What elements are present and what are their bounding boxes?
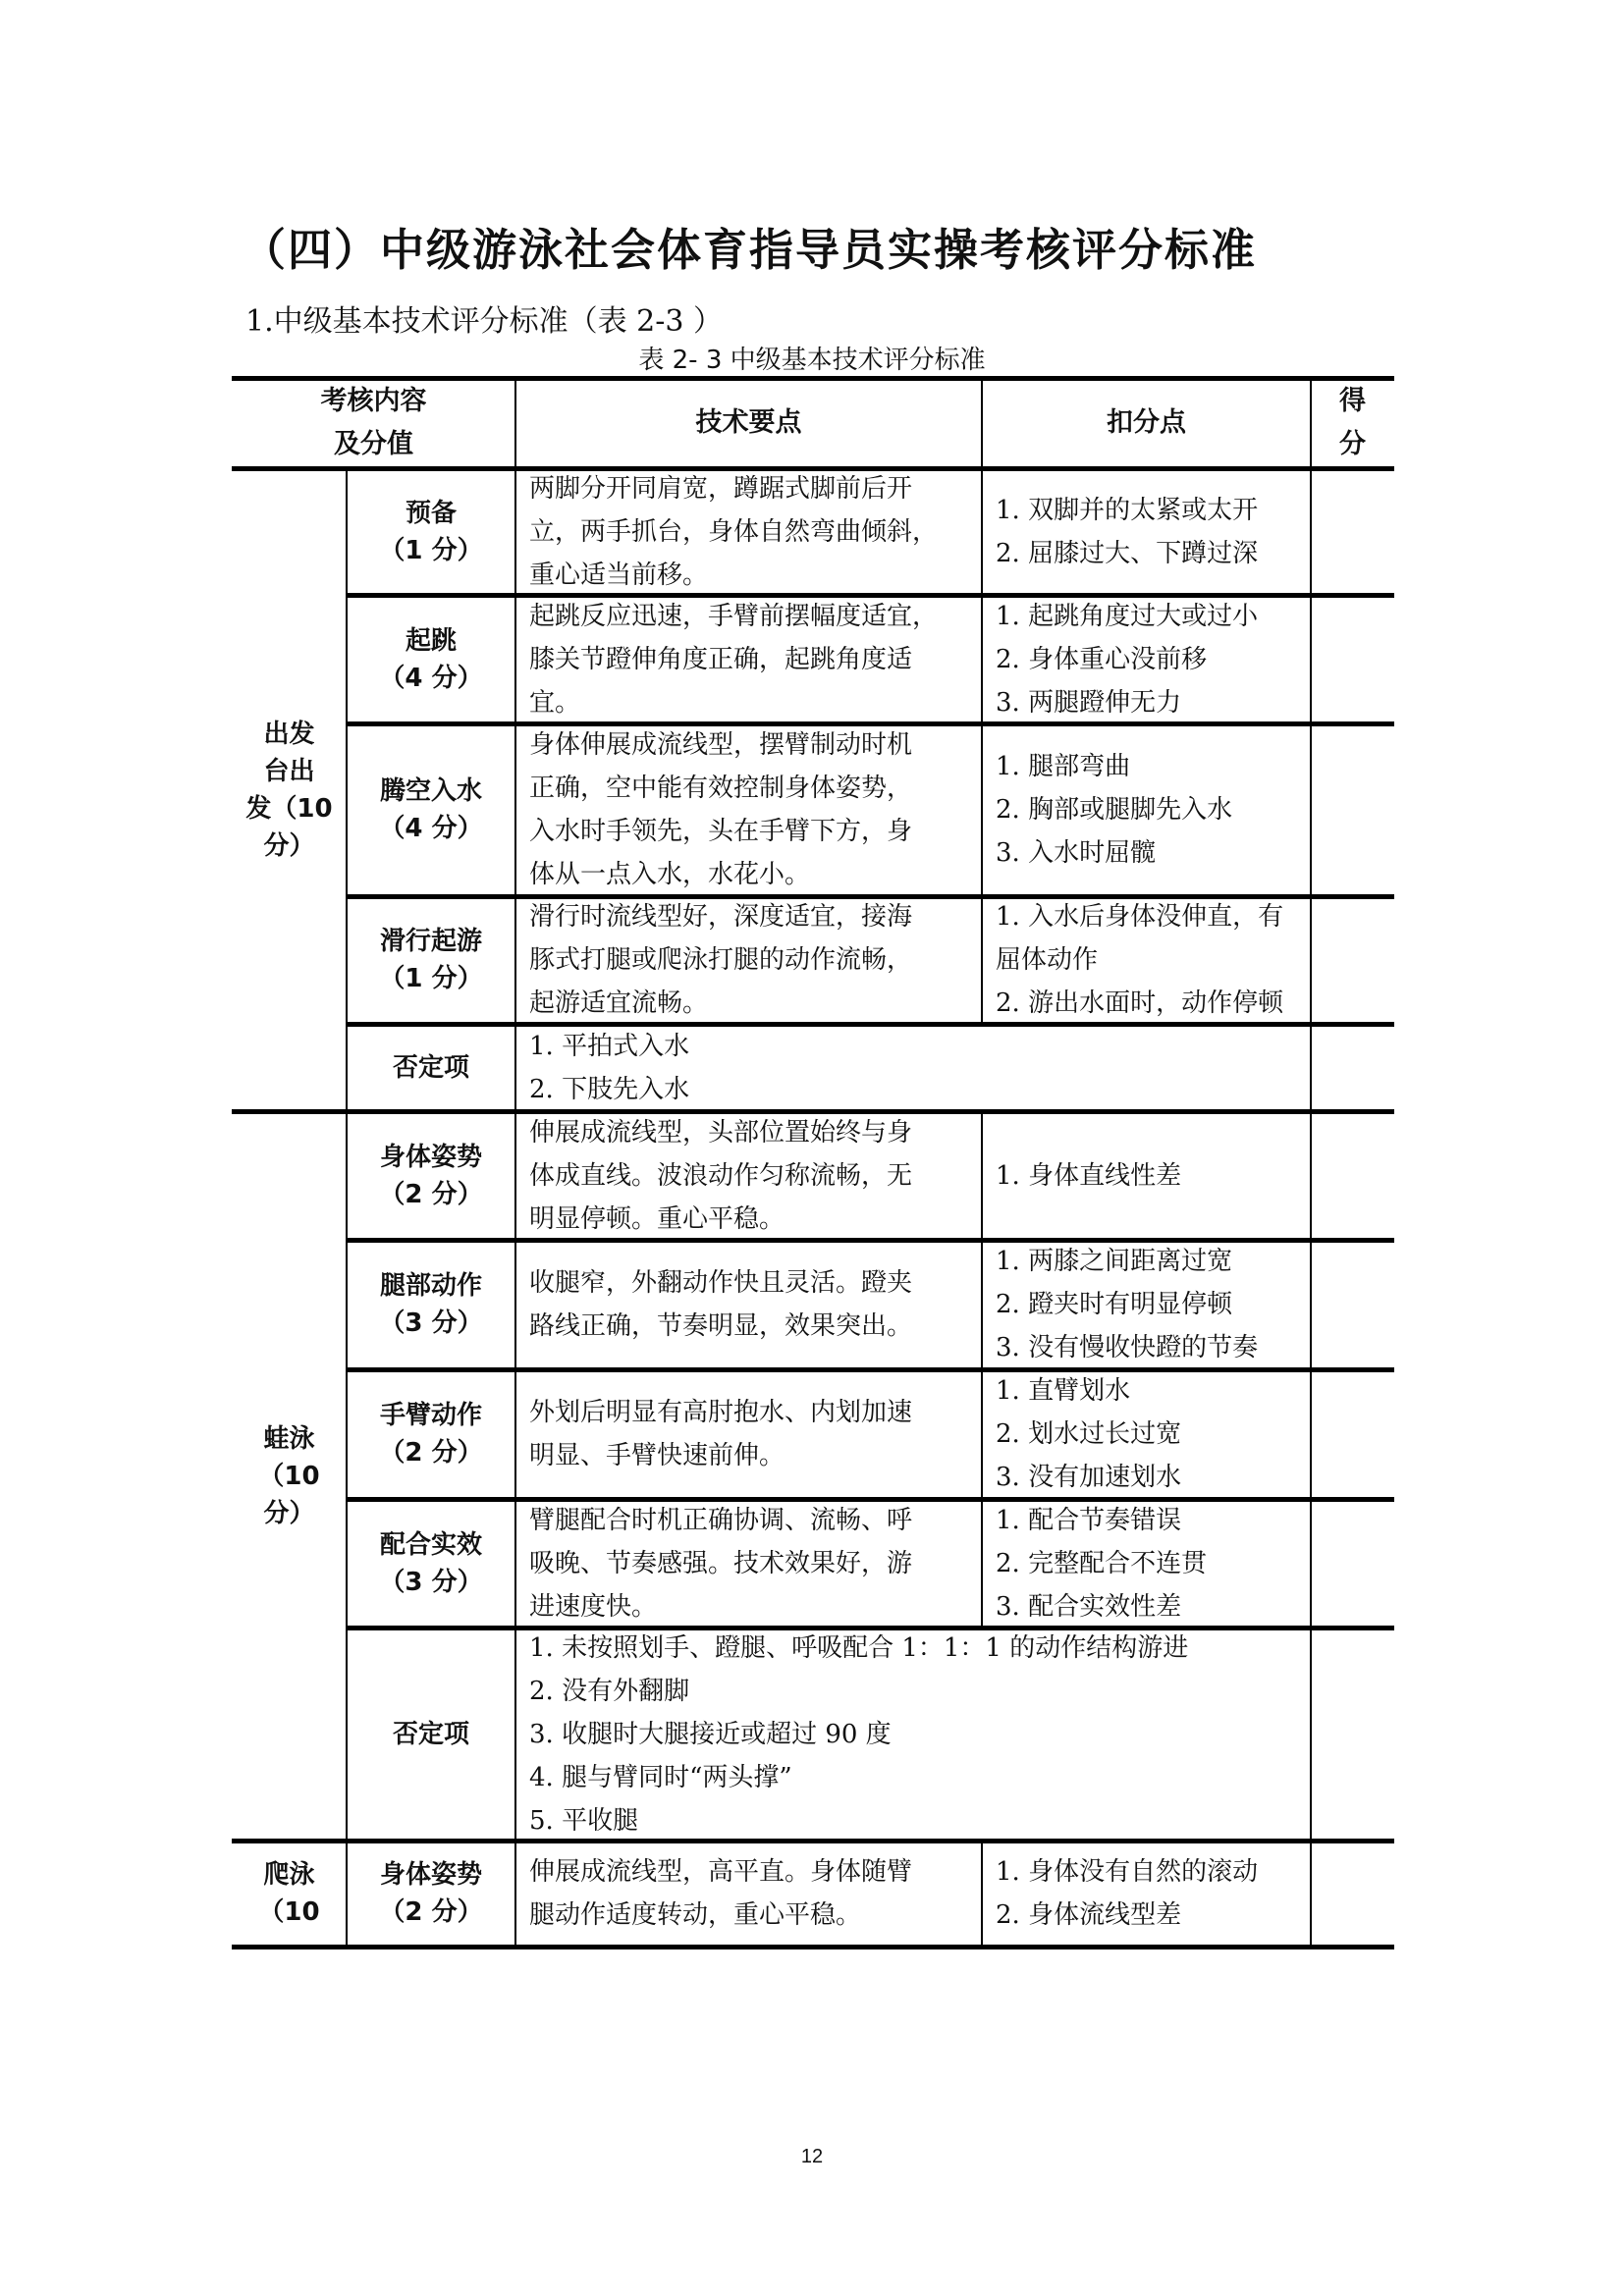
item-label-line: （4 分）: [379, 814, 483, 843]
deduct-text-line: 1. 两膝之间距离过宽: [996, 1247, 1233, 1276]
item-label: [393, 1716, 469, 1753]
tech-text-line: 正确，空中能有效控制身体姿势，: [529, 774, 913, 803]
tech-text: [529, 1261, 912, 1348]
deduct-text-line: 2. 身体流线型差: [996, 1900, 1182, 1930]
tech-text-line: 明显停顿。重心平稳。: [529, 1203, 785, 1234]
header-score-label-line: 分: [1339, 429, 1366, 459]
table-column-rule: [981, 468, 983, 595]
tech-text-line: 伸展成流线型，高平直。身体随臂: [529, 1857, 913, 1887]
group-label-line: 出发: [263, 719, 315, 749]
deduct-cell: [982, 896, 1311, 1024]
item-label-line: 腾空入水: [379, 776, 482, 806]
deduct-text-line: 1. 身体直线性差: [996, 1160, 1182, 1191]
table-column-rule: [981, 723, 983, 896]
tech-text-line: 豚式打腿或爬泳打腿的动作流畅，: [529, 945, 913, 975]
deduct-text-line: 1. 腿部弯曲: [996, 752, 1131, 781]
table-column-rule: [981, 1369, 983, 1499]
header-score: [1311, 378, 1394, 468]
tech-text-line: 滑行时流线型好，深度适宜，接海: [529, 902, 913, 932]
tech-text-line: 两脚分开同肩宽，蹲踞式脚前后开: [529, 473, 913, 504]
deduct-cell: [982, 1499, 1311, 1628]
tech-cell: [515, 595, 982, 723]
score-cell: [1311, 1841, 1394, 1947]
table-column-rule: [981, 1240, 983, 1369]
tech-text: [529, 1111, 912, 1241]
negation-cell: [515, 1628, 1311, 1841]
item-label-line: （2 分）: [379, 1897, 483, 1927]
table-column-rule: [981, 896, 983, 1024]
tech-text: [529, 895, 912, 1025]
item-cell: [347, 896, 515, 1024]
item-label-line: 腿部动作: [379, 1271, 482, 1301]
header-tech: [515, 378, 982, 468]
group-label: [258, 1420, 319, 1532]
deduct-text-line: 1. 入水后身体没伸直，有: [996, 902, 1284, 932]
deduct-cell: [982, 723, 1311, 896]
header-deduct-label: 扣分点: [1107, 407, 1186, 438]
tech-text-line: 入水时手领先，头在手臂下方，身: [529, 817, 913, 846]
deduct-text-line: 1. 起跳角度过大或过小: [996, 601, 1259, 631]
score-cell: [1311, 1240, 1394, 1369]
group-label: [245, 716, 332, 865]
tech-text-line: 起跳反应迅速，手臂前摆幅度适宜，: [529, 601, 939, 631]
table-caption: 表 2- 3 中级基本技术评分标准: [638, 346, 986, 375]
deduct-text-line: 3. 没有慢收快蹬的节奏: [996, 1333, 1259, 1362]
tech-text-line: 立，两手抓台，身体自然弯曲倾斜，: [529, 516, 939, 547]
deduct-text: [996, 489, 1258, 575]
deduct-text-line: 1. 配合节奏错误: [996, 1505, 1182, 1535]
tech-text-line: 膝关节蹬伸角度正确，起跳角度适: [529, 644, 913, 674]
tech-text: [529, 595, 938, 724]
header-content: [232, 378, 515, 468]
deduct-text: [996, 595, 1258, 724]
item-label-line: （1 分）: [379, 964, 483, 993]
deduct-text: [996, 1154, 1181, 1198]
group-label-line: 发（10: [245, 793, 333, 824]
table-column-rule: [981, 378, 983, 468]
item-cell: [347, 1841, 515, 1947]
tech-cell: [515, 723, 982, 896]
table-column-rule: [981, 595, 983, 723]
item-label-line: 手臂动作: [379, 1401, 482, 1430]
table-column-rule: [981, 1111, 983, 1240]
deduct-text-line: 2. 蹬夹时有明显停顿: [996, 1290, 1233, 1319]
score-cell: [1311, 468, 1394, 595]
tech-text: [529, 1850, 912, 1937]
item-cell: [347, 1024, 515, 1111]
item-label-line: 滑行起游: [379, 927, 482, 956]
item-label: [379, 1139, 482, 1213]
group-label-cell: [232, 468, 347, 1111]
negation-text-line: 1. 平拍式入水: [529, 1031, 690, 1061]
item-cell: [347, 468, 515, 595]
deduct-text-line: 3. 没有加速划水: [996, 1463, 1182, 1492]
section-heading: （四）中级游泳社会体育指导员实操考核评分标准: [242, 224, 1258, 276]
item-label-line: 否定项: [392, 1052, 469, 1083]
item-label: [379, 1267, 482, 1342]
deduct-text-line: 2. 划水过长过宽: [996, 1419, 1182, 1449]
score-cell: [1311, 1499, 1394, 1628]
header-content-label-line: 考核内容: [320, 386, 427, 416]
score-cell: [1311, 595, 1394, 723]
negation-cell: [515, 1024, 1311, 1111]
item-label-line: 预备: [405, 498, 457, 528]
negation-text-line: 2. 没有外翻脚: [529, 1676, 690, 1706]
deduct-cell: [982, 1369, 1311, 1499]
tech-text-line: 进速度快。: [529, 1591, 658, 1622]
deduct-text-line: 1. 身体没有自然的滚动: [996, 1857, 1259, 1887]
tech-text-line: 重心适当前移。: [529, 560, 709, 590]
deduct-text: [996, 1850, 1258, 1937]
item-label: [379, 773, 482, 847]
tech-text-line: 臂腿配合时机正确协调、流畅、呼: [529, 1505, 913, 1535]
item-label-line: 身体姿势: [379, 1142, 482, 1172]
item-label: [379, 1526, 482, 1601]
item-label-line: （4 分）: [379, 663, 483, 693]
item-cell: [347, 723, 515, 896]
tech-cell: [515, 1369, 982, 1499]
tech-text-line: 起游适宜流畅。: [529, 988, 709, 1018]
header-content-label: [321, 380, 427, 466]
tech-text-line: 外划后明显有高肘抱水、内划加速: [529, 1398, 913, 1427]
score-cell: [1311, 1369, 1394, 1499]
tech-cell: [515, 1111, 982, 1240]
item-label: [379, 1397, 482, 1471]
score-cell: [1311, 1024, 1394, 1111]
subsection-heading: 1.中级基本技术评分标准（表 2-3 ）: [245, 304, 724, 339]
group-label-line: 爬泳: [263, 1860, 315, 1890]
header-deduct: [982, 378, 1311, 468]
group-label-cell: [232, 1111, 347, 1841]
negation-text-line: 5. 平收腿: [529, 1805, 639, 1836]
table-column-rule: [981, 1499, 983, 1628]
item-label: [379, 923, 482, 997]
table-column-rule: [1310, 378, 1312, 468]
deduct-text-line: 3. 入水时屈髋: [996, 838, 1157, 868]
deduct-text-line: 2. 游出水面时，动作停顿: [996, 988, 1284, 1018]
item-label: [379, 495, 482, 569]
tech-cell: [515, 896, 982, 1024]
tech-text-line: 身体伸展成流线型，摆臂制动时机: [529, 730, 913, 760]
tech-cell: [515, 468, 982, 595]
group-label-line: 分）: [263, 1498, 315, 1528]
item-label-line: （2 分）: [379, 1438, 483, 1468]
item-label-line: 身体姿势: [379, 1860, 482, 1890]
tech-text: [529, 1391, 912, 1477]
group-label-line: （10: [258, 1461, 320, 1491]
deduct-text: [996, 1499, 1207, 1629]
negation-text-line: 1. 未按照划手、蹬腿、呼吸配合 1：1：1 的动作结构游进: [529, 1632, 1189, 1663]
negation-text-line: 2. 下肢先入水: [529, 1074, 690, 1104]
tech-cell: [515, 1841, 982, 1947]
deduct-text-line: 3. 两腿蹬伸无力: [996, 687, 1182, 718]
deduct-text-line: 2. 身体重心没前移: [996, 644, 1208, 674]
item-label-line: （3 分）: [379, 1567, 483, 1597]
item-label-line: 起跳: [405, 625, 457, 656]
item-cell: [347, 1628, 515, 1841]
deduct-cell: [982, 1111, 1311, 1240]
deduct-text-line: 1. 双脚并的太紧或太开: [996, 495, 1259, 525]
table-column-rule: [514, 378, 516, 468]
item-cell: [347, 1111, 515, 1240]
item-label: [379, 622, 482, 697]
deduct-text-line: 屈体动作: [996, 945, 1099, 975]
score-cell: [1311, 1628, 1394, 1841]
score-cell: [1311, 1111, 1394, 1240]
deduct-text-line: 2. 胸部或腿脚先入水: [996, 795, 1233, 825]
negation-text: [529, 1025, 689, 1111]
tech-cell: [515, 1499, 982, 1628]
deduct-cell: [982, 595, 1311, 723]
header-content-label-line: 及分值: [334, 429, 413, 459]
table-column-rule: [981, 1841, 983, 1947]
item-label: [393, 1049, 469, 1087]
tech-text: [529, 723, 912, 896]
tech-text-line: 体从一点入水，水花小。: [529, 860, 811, 889]
deduct-text-line: 3. 配合实效性差: [996, 1591, 1182, 1622]
item-label-line: （1 分）: [379, 535, 483, 565]
table-rule: [232, 1945, 1394, 1949]
group-label-line: （10: [258, 1897, 320, 1927]
tech-text-line: 体成直线。波浪动作匀称流畅，无: [529, 1160, 913, 1191]
item-label-line: （3 分）: [379, 1308, 483, 1338]
tech-text-line: 宜。: [529, 687, 581, 718]
deduct-cell: [982, 468, 1311, 595]
tech-text-line: 腿动作适度转动，重心平稳。: [529, 1900, 862, 1930]
item-label: [379, 1856, 482, 1931]
header-score-label: [1339, 380, 1366, 466]
deduct-text-line: 2. 屈膝过大、下蹲过深: [996, 538, 1259, 568]
tech-cell: [515, 1240, 982, 1369]
table-rule: [232, 376, 1394, 381]
negation-text-line: 4. 腿与臂同时“两头撑”: [529, 1762, 792, 1792]
item-label-line: 否定项: [392, 1719, 469, 1749]
negation-text-line: 3. 收腿时大腿接近或超过 90 度: [529, 1719, 892, 1749]
header-tech-label: 技术要点: [695, 407, 802, 438]
deduct-cell: [982, 1240, 1311, 1369]
group-label-cell: [232, 1841, 347, 1947]
page-number: 12: [800, 2146, 824, 2167]
item-cell: [347, 1240, 515, 1369]
score-cell: [1311, 896, 1394, 1024]
negation-text: [529, 1627, 1188, 1842]
group-label-line: 蛙泳: [263, 1423, 315, 1454]
deduct-text: [996, 1369, 1181, 1499]
tech-text-line: 吸晚、节奏感强。技术效果好，游: [529, 1548, 913, 1578]
deduct-text: [996, 745, 1232, 875]
tech-text-line: 路线正确，节奏明显，效果突出。: [529, 1311, 913, 1341]
score-cell: [1311, 723, 1394, 896]
tech-text-line: 伸展成流线型，头部位置始终与身: [529, 1117, 913, 1148]
group-label: [258, 1856, 319, 1931]
tech-text-line: 收腿窄，外翻动作快且灵活。蹬夹: [529, 1268, 913, 1298]
deduct-text-line: 2. 完整配合不连贯: [996, 1548, 1208, 1578]
item-cell: [347, 595, 515, 723]
tech-text-line: 明显、手臂快速前伸。: [529, 1441, 785, 1470]
deduct-text: [996, 895, 1283, 1025]
deduct-cell: [982, 1841, 1311, 1947]
item-label-line: 配合实效: [379, 1529, 482, 1560]
group-label-line: 台出: [263, 756, 315, 786]
item-label-line: （2 分）: [379, 1179, 483, 1209]
tech-text: [529, 1499, 912, 1629]
item-cell: [347, 1499, 515, 1628]
item-cell: [347, 1369, 515, 1499]
group-label-line: 分）: [263, 830, 315, 861]
tech-text: [529, 467, 938, 597]
deduct-text-line: 1. 直臂划水: [996, 1376, 1131, 1406]
header-score-label-line: 得: [1339, 386, 1366, 416]
deduct-text: [996, 1240, 1258, 1369]
